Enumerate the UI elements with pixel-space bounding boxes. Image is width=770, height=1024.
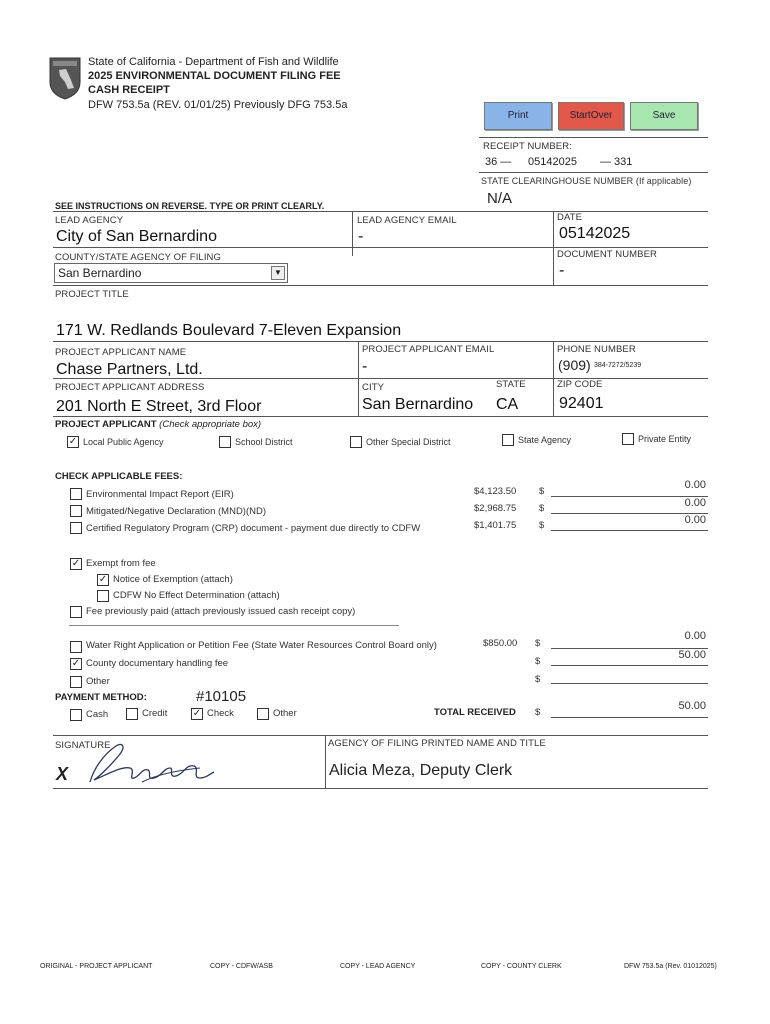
total-received-label: TOTAL RECEIVED [434,707,516,718]
county-select[interactable] [54,263,288,283]
start-over-button[interactable]: StartOver [558,102,624,130]
save-button[interactable]: Save [630,102,698,130]
dollar-sign: $ [539,486,545,497]
private-entity-label: Private Entity [638,434,692,444]
water-right-checkbox[interactable] [70,641,82,653]
date-field[interactable]: 05142025 [559,225,631,242]
other-special-district-checkbox[interactable] [350,436,362,448]
lead-agency-email-label: LEAD AGENCY EMAIL [357,215,457,226]
crp-amount[interactable]: 0.00 [684,514,706,526]
form-subtitle: CASH RECEIPT [88,84,170,96]
footer-copy-county-clerk: COPY - COUNTY CLERK [481,963,562,970]
other-payment-checkbox[interactable] [257,708,269,720]
address-label: PROJECT APPLICANT ADDRESS [55,382,205,393]
phone-number-field[interactable]: 384-7272/5239 [594,362,642,369]
project-title-label: PROJECT TITLE [55,289,129,300]
receipt-part2: 05142025 [528,156,577,168]
payment-method-label: PAYMENT METHOD: [55,692,147,703]
check-label: Check [207,708,234,719]
eir-rate: $4,123.50 [474,486,517,497]
receipt-part1: 36 — [485,156,512,168]
water-right-rate: $850.00 [483,638,518,649]
clearinghouse-label: STATE CLEARINGHOUSE NUMBER (If applicable) [481,176,692,186]
dollar-sign: $ [535,638,541,649]
form-id: DFW 753.5a (REV. 01/01/25) Previously DFG 753.5a [88,99,348,111]
prev-paid-label: Fee previously paid (attach previously issued cash receipt copy) [86,606,356,617]
cash-checkbox[interactable] [70,709,82,721]
chevron-down-icon[interactable]: ▼ [271,266,285,280]
other-special-district-label: Other Special District [366,437,451,447]
applicant-email-field[interactable]: - [362,358,368,375]
credit-label: Credit [142,708,168,719]
lead-agency-field[interactable]: City of San Bernardino [56,228,217,245]
applicant-type-hint: (Check appropriate box) [159,419,262,430]
date-label: DATE [557,212,583,223]
zip-field[interactable]: 92401 [559,395,604,412]
check-checkbox[interactable]: ✓ [192,708,202,719]
dollar-sign: $ [535,674,541,685]
county-fee-amount[interactable]: 50.00 [678,649,706,661]
address-field[interactable]: 201 North E Street, 3rd Floor [56,398,262,415]
project-title-field[interactable]: 171 W. Redlands Boulevard 7-Eleven Expansion [56,322,402,339]
footer-copy-lead-agency: COPY - LEAD AGENCY [340,963,416,970]
private-entity-checkbox[interactable] [622,433,634,445]
cash-label: Cash [86,709,109,720]
phone-area-field[interactable]: (909) [558,357,591,373]
city-label: CITY [362,382,385,393]
noe-checkbox[interactable]: ✓ [98,574,108,585]
document-number-field[interactable]: - [559,262,565,279]
credit-checkbox[interactable] [126,708,138,720]
applicant-name-label: PROJECT APPLICANT NAME [55,347,187,358]
footer-copy-cdfw: COPY - CDFW/ASB [210,963,273,970]
cdfw-label: CDFW No Effect Determination (attach) [113,590,280,601]
total-received-amount[interactable]: 50.00 [678,700,706,712]
print-button[interactable]: Print [484,102,552,130]
other-fee-label: Other [86,676,110,687]
receipt-number-label: RECEIPT NUMBER: [483,141,572,152]
applicant-name-field[interactable]: Chase Partners, Ltd. [56,361,203,378]
crp-rate: $1,401.75 [474,520,517,531]
eir-checkbox[interactable] [70,488,82,500]
footer-original: ORIGINAL - PROJECT APPLICANT [40,963,153,970]
mnd-rate: $2,968.75 [474,503,517,514]
instructions: SEE INSTRUCTIONS ON REVERSE. TYPE OR PRINT CLEARLY. [55,201,325,211]
eir-amount[interactable]: 0.00 [684,479,706,491]
state-agency-label: State Agency [518,435,572,445]
dollar-sign: $ [535,656,541,667]
signature-label: SIGNATURE [55,740,111,751]
mnd-amount[interactable]: 0.00 [684,497,706,509]
dollar-sign: $ [539,520,545,531]
school-district-checkbox[interactable] [219,436,231,448]
other-payment-label: Other [273,708,297,719]
signature-image [82,738,222,788]
mnd-checkbox[interactable] [70,505,82,517]
noe-label: Notice of Exemption (attach) [113,574,233,585]
form-title: 2025 ENVIRONMENTAL DOCUMENT FILING FEE [88,70,341,82]
county-select-value: San Bernardino [58,266,142,280]
clearinghouse-value[interactable]: N/A [487,190,513,207]
exempt-label: Exempt from fee [86,558,156,569]
document-number-label: DOCUMENT NUMBER [557,249,658,260]
footer-form-id: DFW 753.5a (Rev. 01012025) [624,963,717,970]
city-field[interactable]: San Bernardino [362,396,474,413]
lead-agency-label: LEAD AGENCY [55,215,124,226]
exempt-checkbox[interactable]: ✓ [71,558,81,569]
local-public-agency-label: Local Public Agency [83,437,164,447]
school-district-label: School District [235,437,293,447]
cdfw-seal-icon [48,56,82,100]
mnd-label: Mitigated/Negative Declaration (MND)(ND) [86,506,267,517]
state-field[interactable]: CA [496,396,519,413]
agency-printed-name-label: AGENCY OF FILING PRINTED NAME AND TITLE [328,738,546,749]
state-label: STATE [496,379,526,390]
receipt-part3: — 331 [600,156,633,168]
other-fee-checkbox[interactable] [70,676,82,688]
applicant-type-label: PROJECT APPLICANT [55,419,157,430]
agency-printed-name-field[interactable]: Alicia Meza, Deputy Clerk [329,762,513,779]
county-fee-label: County documentary handling fee [86,658,229,669]
water-right-amount[interactable]: 0.00 [684,630,706,642]
local-public-agency-checkbox[interactable]: ✓ [68,436,78,447]
check-number-field[interactable]: #10105 [196,688,247,705]
dollar-sign: $ [535,707,541,718]
applicant-email-label: PROJECT APPLICANT EMAIL [362,344,495,355]
county-label: COUNTY/STATE AGENCY OF FILING [55,252,222,263]
fees-heading: CHECK APPLICABLE FEES: [55,471,183,482]
crp-label: Certified Regulatory Program (CRP) document - payment due directly to CDFW [86,523,421,534]
state-agency-checkbox[interactable] [502,434,514,446]
county-fee-checkbox[interactable]: ✓ [71,658,81,669]
water-right-label: Water Right Application or Petition Fee (State Water Resources Control Board only) [86,640,437,651]
signature-x: X [56,764,69,784]
lead-agency-email-field[interactable]: - [358,228,364,245]
crp-checkbox[interactable] [70,522,82,534]
dollar-sign: $ [539,503,545,514]
applicant-type-heading [55,419,261,430]
eir-label: Environmental Impact Report (EIR) [86,489,234,500]
cdfw-checkbox[interactable] [97,590,109,602]
agency-name: State of California - Department of Fish and Wildlife [88,56,339,68]
phone-label: PHONE NUMBER [557,344,636,355]
zip-label: ZIP CODE [557,379,603,390]
prev-paid-checkbox[interactable] [70,606,82,618]
